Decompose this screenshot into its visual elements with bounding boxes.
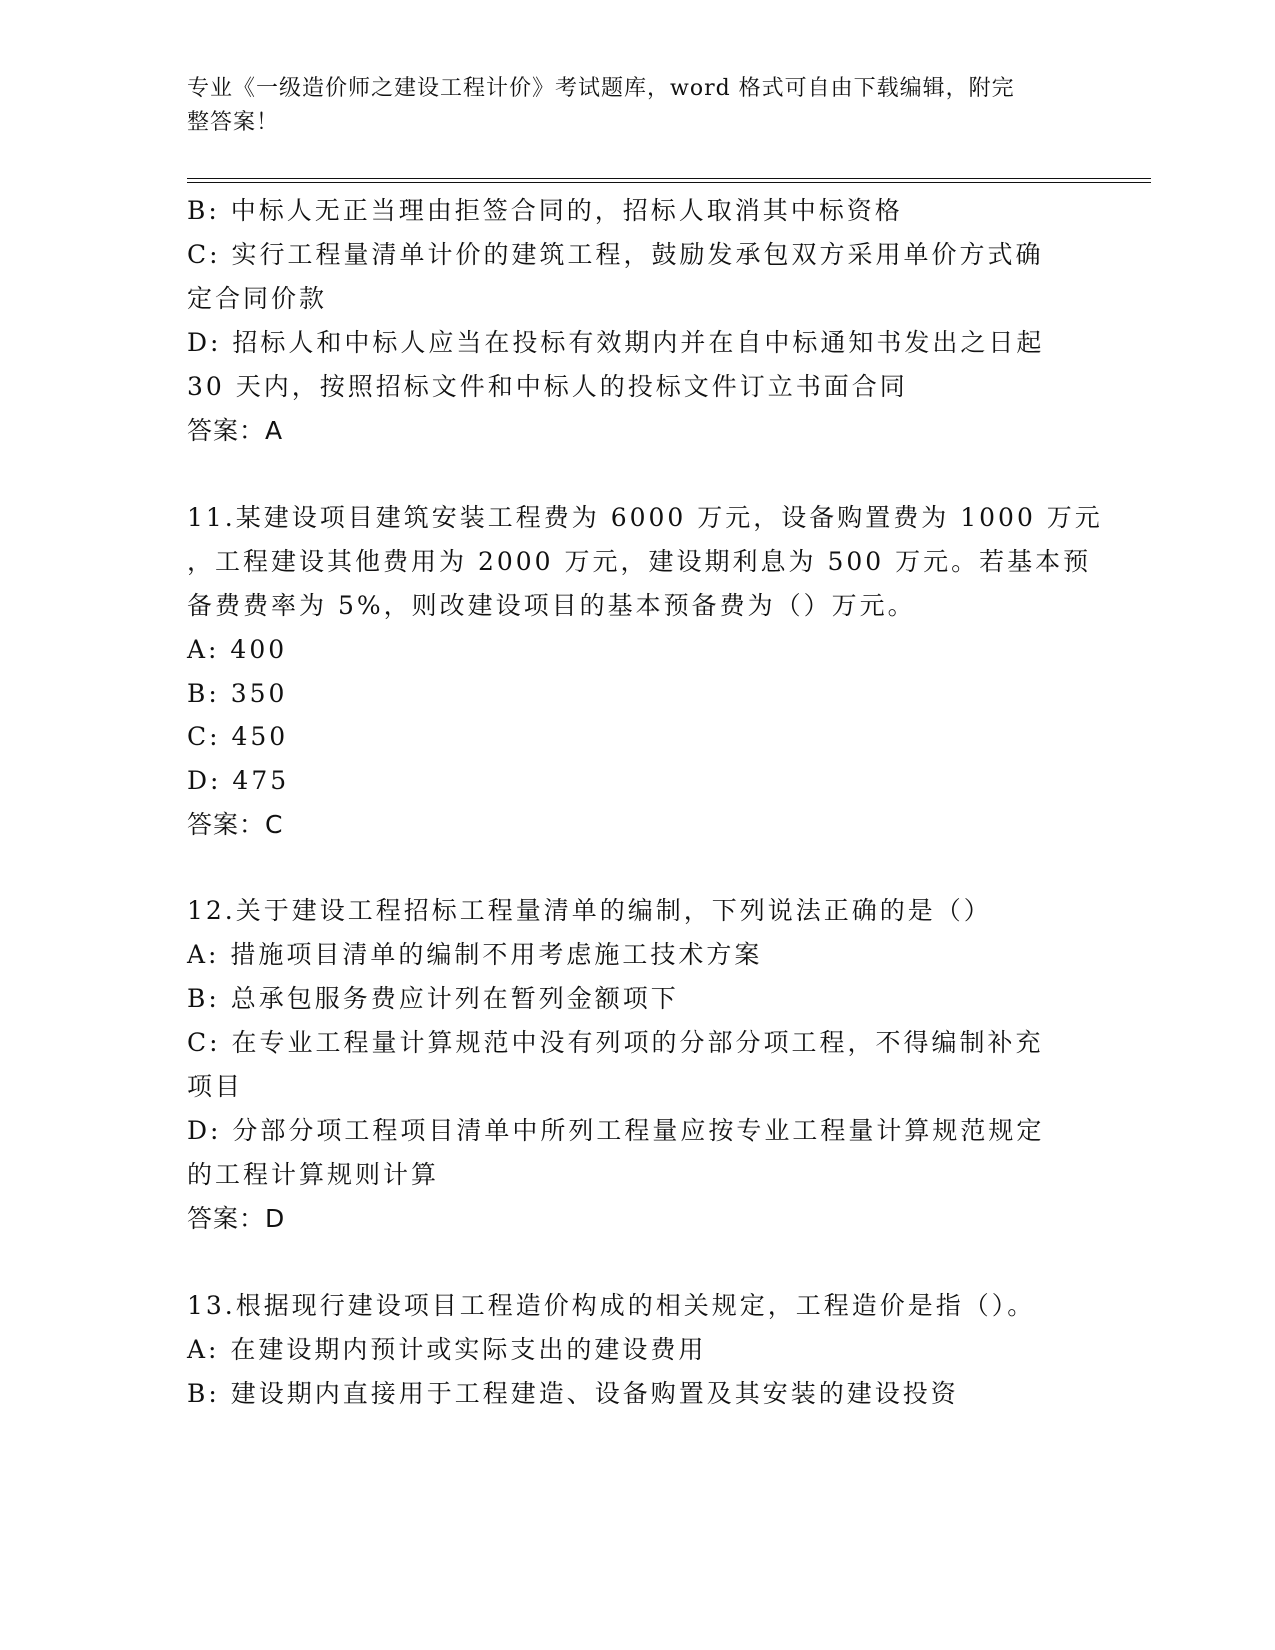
q12-option-d-line2: 的工程计算规则计算: [187, 1160, 440, 1189]
q10-answer: 答案：A: [187, 416, 284, 445]
q11-stem-line2: ，工程建设其他费用为 2000 万元，建设期利息为 500 万元。若基本预: [187, 547, 1092, 576]
q12-stem-line1: 12.关于建设工程招标工程量清单的编制，下列说法正确的是（）: [187, 896, 992, 925]
q11-option-d: D: 475: [187, 766, 290, 795]
q12-option-b: B: 总承包服务费应计列在暂列金额项下: [187, 984, 679, 1013]
header-intro-line1: 专业《一级造价师之建设工程计价》考试题库，word 格式可自由下载编辑，附完: [187, 76, 1015, 101]
q13-stem-line1: 13.根据现行建设项目工程造价构成的相关规定，工程造价是指（）。: [187, 1291, 1036, 1320]
q12-option-c-line1: C: 在专业工程量计算规范中没有列项的分部分项工程，不得编制补充: [187, 1028, 1044, 1057]
header-divider-top: [187, 178, 1151, 179]
q12-option-d-line1: D: 分部分项工程项目清单中所列工程量应按专业工程量计算规范规定: [187, 1116, 1045, 1145]
header-intro-line2: 整答案！: [187, 110, 280, 135]
q11-answer: 答案：C: [187, 810, 284, 839]
q12-option-c-line2: 项目: [187, 1072, 244, 1101]
q11-option-b: B: 350: [187, 679, 288, 708]
header-divider-bottom: [187, 182, 1151, 183]
q11-stem-line1: 11.某建设项目建筑安装工程费为 6000 万元，设备购置费为 1000 万元: [187, 503, 1103, 532]
q10-option-c-line1: C: 实行工程量清单计价的建筑工程，鼓励发承包双方采用单价方式确: [187, 240, 1044, 269]
q12-answer: 答案：D: [187, 1204, 286, 1233]
q11-option-a: A: 400: [187, 635, 288, 664]
q10-option-c-line2: 定合同价款: [187, 284, 328, 313]
q11-stem-line3: 备费费率为 5%，则改建设项目的基本预备费为（）万元。: [187, 591, 916, 620]
q11-option-c: C: 450: [187, 722, 289, 751]
q13-option-a: A: 在建设期内预计或实际支出的建设费用: [187, 1335, 707, 1364]
q10-option-d-line2: 30 天内，按照招标文件和中标人的投标文件订立书面合同: [187, 372, 908, 401]
q12-option-a: A: 措施项目清单的编制不用考虑施工技术方案: [187, 940, 763, 969]
document-header: [187, 72, 1067, 140]
q10-option-b: B: 中标人无正当理由拒签合同的，招标人取消其中标资格: [187, 196, 903, 225]
q10-option-d-line1: D: 招标人和中标人应当在投标有效期内并在自中标通知书发出之日起: [187, 328, 1045, 357]
q13-option-b: B: 建设期内直接用于工程建造、设备购置及其安装的建设投资: [187, 1379, 959, 1408]
